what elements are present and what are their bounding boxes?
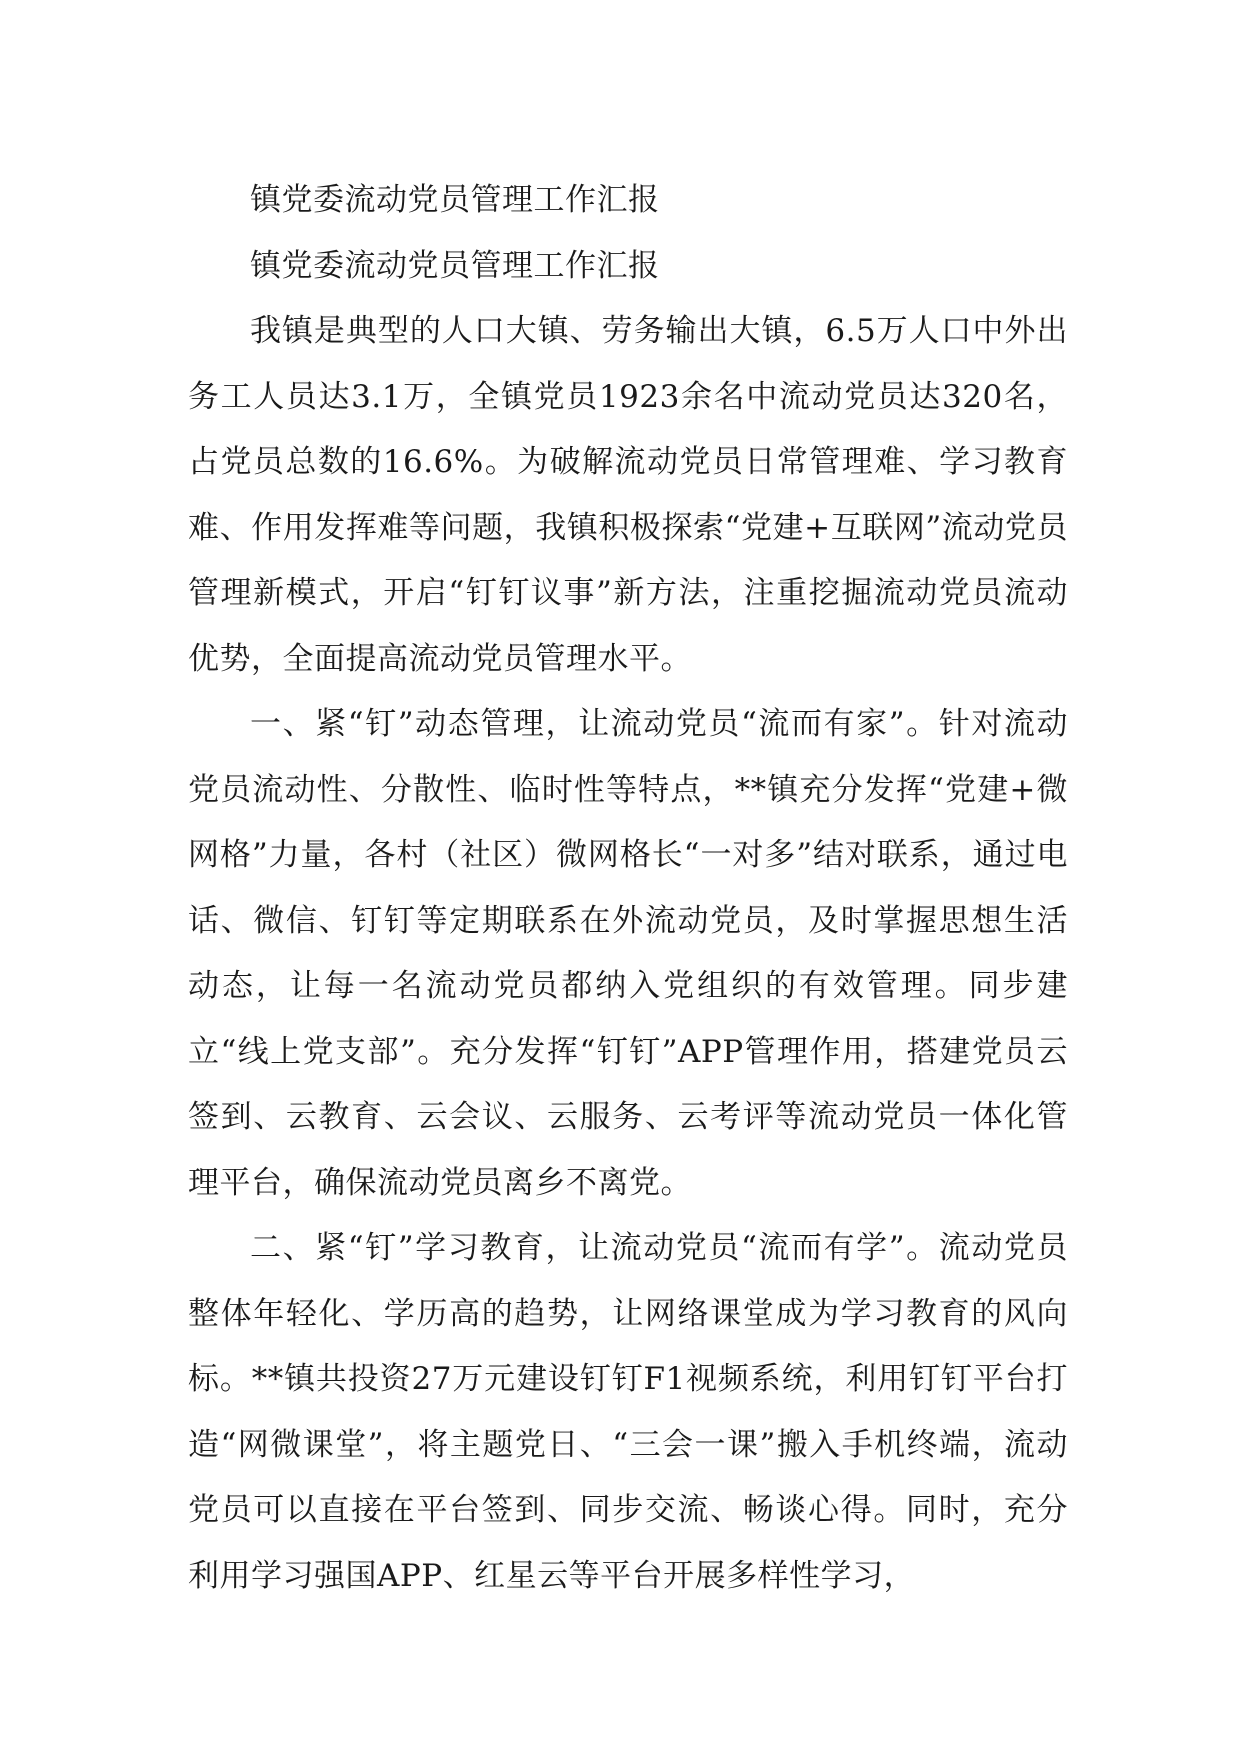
paragraph-intro: 我镇是典型的人口大镇、劳务输出大镇，6.5万人口中外出务工人员达3.1万，全镇党员1923余名中流动党员达320名，占党员总数的16.6%。为破解流动党员日常管理难、学习教育难、作用发挥难等问题，我镇积极探索“党建+互联网”流动党员管理新模式，开启“钉钉议事”新方法，注重挖掘流动党员流动优势，全面提高流动党员管理水平。: [188, 313, 1068, 677]
document-body: [188, 168, 1068, 1609]
paragraph-section-2: 二、紧“钉”学习教育，让流动党员“流而有学”。流动党员整体年轻化、学历高的趋势，让网络课堂成为学习教育的风向标。**镇共投资27万元建设钉钉F1视频系统，利用钉钉平台打造“网微课堂”，将主题党日、“三会一课”搬入手机终端，流动党员可以直接在平台签到、同步交流、畅谈心得。同时，充分利用学习强国APP、红星云等平台开展多样性学习，: [188, 1230, 1068, 1594]
paragraph-section-1: 一、紧“钉”动态管理，让流动党员“流而有家”。针对流动党员流动性、分散性、临时性等特点，**镇充分发挥“党建+微网格”力量，各村（社区）微网格长“一对多”结对联系，通过电话、微信、钉钉等定期联系在外流动党员，及时掌握思想生活动态，让每一名流动党员都纳入党组织的有效管理。同步建立“线上党支部”。充分发挥“钉钉”APP管理作用，搭建党员云签到、云教育、云会议、云服务、云考评等流动党员一体化管理平台，确保流动党员离乡不离党。: [188, 706, 1068, 1201]
document-title-line-2: 镇党委流动党员管理工作汇报: [250, 247, 660, 284]
document-title-line-1: 镇党委流动党员管理工作汇报: [250, 182, 660, 218]
